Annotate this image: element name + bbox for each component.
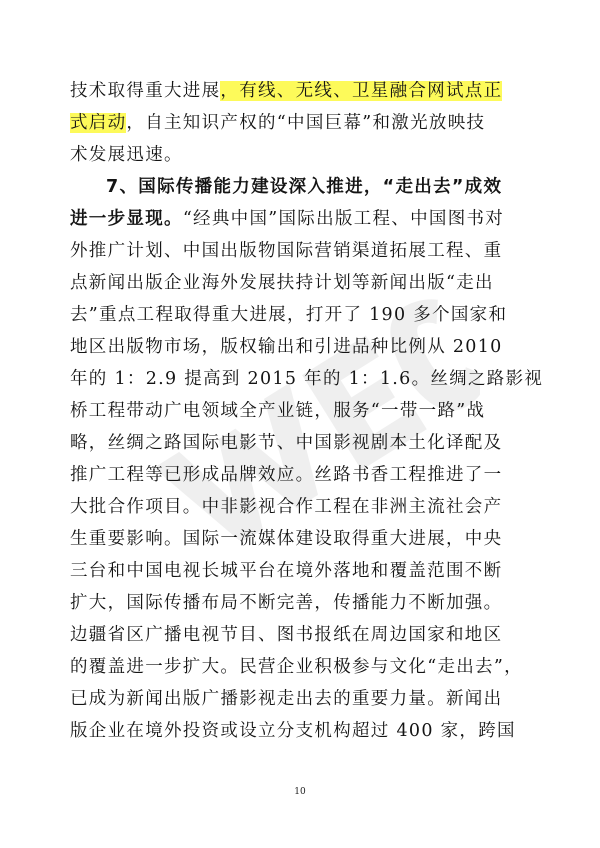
text-line <box>70 267 540 299</box>
text-segment: 的覆盖进一步扩大。民营企业积极参与文化“走出去”， <box>70 657 523 677</box>
highlighted-text: 式启动 <box>70 113 127 133</box>
text-line <box>70 235 540 267</box>
text-line <box>70 363 544 395</box>
text-segment: 点新闻出版企业海外发展扶持计划等新闻出版“走出 <box>70 273 494 293</box>
text-segment: 术发展迅速。 <box>70 145 183 165</box>
text-segment: 年的 1：2.9 提高到 2015 年的 1：1.6。丝绸之路影视 <box>70 369 544 389</box>
text-segment: 技术取得重大进展 <box>70 81 221 101</box>
text-line <box>70 459 540 491</box>
text-line <box>70 203 540 235</box>
text-line <box>70 139 540 171</box>
text-segment: 去”重点工程取得重大进展，打开了 190 多个国家和 <box>70 305 508 325</box>
text-line <box>70 715 540 747</box>
text-line <box>70 587 540 619</box>
text-segment: 地区出版物市场，版权输出和引进品种比例从 2010 <box>70 337 503 357</box>
text-segment: 生重要影响。国际一流媒体建设取得重大进展，中央 <box>70 529 503 549</box>
text-line <box>70 651 540 683</box>
text-segment: 大批合作项目。中非影视合作工程在非洲主流社会产 <box>70 497 503 517</box>
text-segment: 版企业在境外投资或设立分支机构超过 400 家，跨国 <box>70 721 516 741</box>
text-segment: ，自主知识产权的“中国巨幕”和激光放映技 <box>126 113 486 133</box>
text-line <box>70 683 540 715</box>
page-number: 10 <box>294 787 306 797</box>
text-segment: 略，丝绸之路国际电影节、中国影视剧本土化译配及 <box>70 433 503 453</box>
text-segment: 已成为新闻出版广播影视走出去的重要力量。新闻出 <box>70 689 503 709</box>
text-segment: 外推广计划、中国出版物国际营销渠道拓展工程、重 <box>70 241 503 261</box>
text-line <box>70 299 540 331</box>
text-segment: 三台和中国电视长城平台在境外落地和覆盖范围不断 <box>70 561 503 581</box>
text-line <box>70 491 540 523</box>
text-line <box>70 331 540 363</box>
text-line <box>70 523 540 555</box>
highlighted-text: ，有线、无线、卫星融合网试点正 <box>220 81 503 101</box>
text-line <box>70 107 540 139</box>
text-segment: 边疆省区广播电视节目、图书报纸在周边国家和地区 <box>70 625 503 645</box>
text-line <box>70 395 540 427</box>
text-line <box>70 619 540 651</box>
text-segment: 扩大，国际传播布局不断完善，传播能力不断加强。 <box>70 593 503 613</box>
text-line <box>70 427 540 459</box>
bold-heading-text: 7、国际传播能力建设深入推进，“走出去”成效 <box>106 177 503 197</box>
body-text <box>70 75 544 747</box>
text-line <box>70 171 540 203</box>
text-segment: 推广工程等已形成品牌效应。丝路书香工程推进了一 <box>70 465 503 485</box>
text-line <box>70 75 540 107</box>
text-segment: 桥工程带动广电领域全产业链，服务“一带一路”战 <box>70 401 486 421</box>
bold-heading-text: 进一步显现。 <box>70 209 183 229</box>
text-segment: “经典中国”国际出版工程、中国图书对 <box>182 209 505 229</box>
text-line <box>70 555 540 587</box>
